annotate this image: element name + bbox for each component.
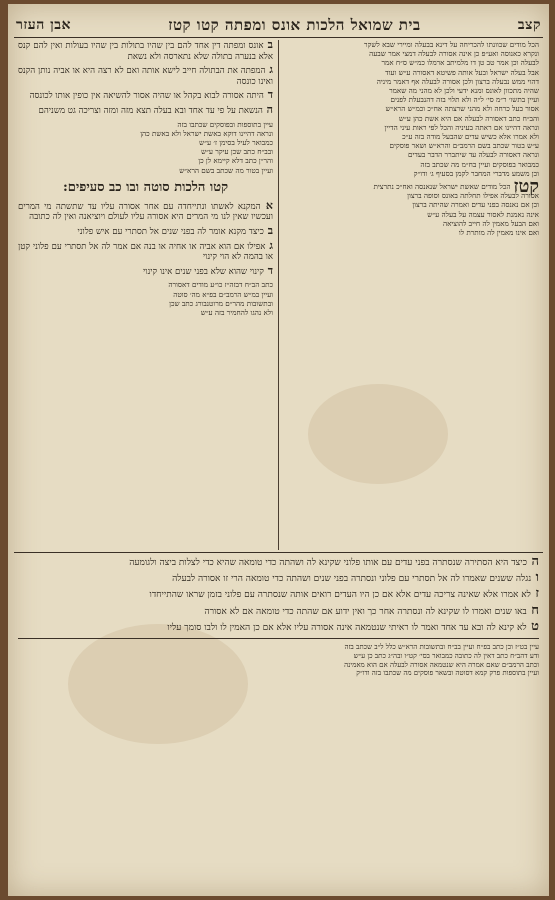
seif-text: המפתה את הבתולה חייב לישא אותה ואם לא רצה היא או אביה נותן הקנס ואינו כונסה bbox=[18, 66, 273, 87]
seif-number: ג bbox=[265, 238, 273, 252]
gloss-line: שהיה מתכוון לאונס ומנא ידעי ולכן לא מהני מה שאמר bbox=[389, 86, 539, 96]
seif-paragraph bbox=[18, 223, 273, 238]
seif-line: אסורה לבעלה אפילו תחלתה באונס וסופה ברצון bbox=[407, 191, 539, 201]
gloss-line: עיין בתוספות ובפוסקים שכתבו בזה bbox=[177, 119, 273, 129]
seif-number: ד bbox=[263, 263, 273, 277]
seif-text: כיצד היא הסתירה שנסתרה בפני עדים עם אותו פלוני שקינא לה ושהתה כדי טומאה שהיא כדי לצלות ביצה ולגומעה bbox=[129, 558, 527, 568]
book-page bbox=[8, 4, 549, 896]
bottom-rule bbox=[18, 638, 539, 639]
siman-heading: קטו הלכות סוטה ובו כב סעיפים: bbox=[62, 179, 229, 195]
seif-line: ואם אינו מאמין לה מותרת לו bbox=[458, 228, 539, 238]
seif-paragraph bbox=[18, 588, 539, 601]
commentary-column bbox=[284, 40, 539, 550]
seif-text: באו שנים ואמרו לו שקינא לה ונסתרה אחר כך ואין ידוע אם שהתה כדי טומאה אם לא אסורה bbox=[204, 606, 527, 617]
seif-paragraph bbox=[18, 65, 273, 87]
seif-text: לא אמרו אלא שאינה צריכה עדים אלא אם כן היו העדים רואים אותה שנסתרה עם פלוני בזמן שראו שהתייחדו bbox=[149, 590, 531, 601]
gloss-line: דהוי ממש נבעלה ברצון ולכן אסורה לבעלה אף דאמר מיניה bbox=[376, 76, 539, 86]
seif-number: ו bbox=[531, 570, 539, 586]
gloss-line: ועיין בטור מה שכתב בשם הרא״ש bbox=[179, 165, 273, 175]
gloss-line: ולא אמרו אלא כשיש עדים שהבעל מודה בזה ע״כ bbox=[402, 132, 539, 142]
gloss-line: ונקרא כאנוסה ואע״פ כן אינה אסורה לבעלה דמצי אמר שבעה bbox=[369, 49, 539, 59]
seif-paragraph bbox=[18, 602, 539, 618]
gloss-line: ונראה דהיינו דוקא באשת ישראל ולא באשת כהן bbox=[140, 128, 273, 138]
section-rule bbox=[14, 552, 543, 553]
gloss-line: כמבואר בפוסקים ועיין בח״מ מה שכתב בזה bbox=[420, 159, 539, 169]
seif-paragraph bbox=[18, 263, 273, 278]
seif-number: ז bbox=[530, 586, 539, 602]
gloss-line: ועיין במ״ש הרמב״ם בפ״א מה׳ סוטה bbox=[173, 289, 273, 299]
seif-paragraph bbox=[18, 238, 273, 263]
commentary-seif-text bbox=[284, 176, 539, 238]
seif-line: הכל מודים שאשת ישראל שנאנסה ואח״כ נתרצית bbox=[373, 182, 511, 192]
bottom-paragraphs bbox=[18, 556, 539, 634]
section-title: אבן העזר bbox=[16, 16, 71, 33]
gloss-line: והר״ן כתב דלא קיימא לן כן bbox=[198, 156, 273, 166]
seif-number: ה bbox=[526, 556, 539, 569]
seif-text: אפילו אם הוא אביה או אחיה או בנה אם אמר לה אל תסתרי עם פלוני קטן או בהמה לא הוי קינוי bbox=[18, 241, 273, 263]
commentary-gloss bbox=[284, 40, 539, 178]
gloss-line: הכל מודים שכוונתו להכריחה על דינא בבעלה ומיירי שבא לשקר bbox=[363, 40, 539, 49]
seif-number: ב bbox=[263, 223, 273, 237]
gloss-line: אבל בעלה ישראל ובעל אותה פשיטא דאסורה ע״ש ועוד bbox=[385, 67, 539, 77]
seif-paragraph bbox=[18, 556, 539, 569]
header-rule bbox=[14, 37, 543, 38]
gloss-line: אסור בעל כרחה ולא מהני שרצתה אח״כ וכמ״ש הרא״ש bbox=[385, 104, 539, 114]
page-number: קצב bbox=[517, 16, 541, 33]
seif-paragraph bbox=[18, 40, 273, 62]
running-head bbox=[16, 14, 541, 36]
gloss-line: ולא נהגו להחמיר בזה ע״ש bbox=[200, 307, 273, 317]
seif-number: א bbox=[260, 198, 273, 212]
gloss-line: ובב״ח כתב שכן עיקר ע״ש bbox=[201, 147, 273, 157]
seif-number: ד bbox=[263, 88, 273, 102]
siman-paragraphs bbox=[18, 198, 273, 278]
gloss-line: ובתשובות מהר״ם מרוטנבורג כתב שכן bbox=[169, 298, 273, 308]
gloss-line: ועיין בתוספות פרק קמא דסוטה ובשאר פוסקים מה שכתבו בזה ודו״ק bbox=[356, 669, 539, 678]
column-divider bbox=[278, 40, 279, 550]
main-text-column bbox=[18, 40, 273, 550]
siman-label: קטז bbox=[513, 176, 539, 198]
gloss-line: וכן משמע מדברי המחבר לקמן בסעיף ג׳ ודו״ק bbox=[413, 168, 539, 178]
seif-paragraph bbox=[18, 198, 273, 223]
seif-number: ב bbox=[263, 40, 273, 51]
seif-text: אונס ומפתה דין אחד להם בין שהיו בתולות בין שהיו בעולות ואין להם קנס אלא בנערה בתולה שלא נתארסה ולא נשאת bbox=[18, 41, 273, 62]
gloss-line: וכתב הרמב״ם שאם אמרה היא שנטמאה אסורה לבעלה אם הוא מאמינה bbox=[344, 660, 539, 669]
seif-paragraph bbox=[18, 618, 539, 634]
seif-number: ט bbox=[526, 618, 539, 634]
siman-gloss bbox=[18, 280, 273, 317]
seif-text: קינוי שהוא שלא בפני שנים אינו קינוי bbox=[143, 266, 264, 277]
gloss-line: ועיין בתשו׳ ר״מ סי׳ ל״ה ולא תלוי בזה דהנבעלת לפנים bbox=[390, 95, 539, 105]
gloss-line: ע״ש בטור שכתב בשם הרמב״ם והרא״ש ושאר פוסקים bbox=[389, 141, 539, 151]
seif-text: המקנא לאשתו ונתייחדה עם אחר אסורה עליו עד שתשתה מי המרים ועכשיו שאין לנו מי המרים היא אסורה עליו לעולם ויוציאנה ואין לה כתובה bbox=[18, 201, 273, 223]
seif-number: ג bbox=[265, 63, 273, 77]
seif-paragraph bbox=[18, 572, 539, 585]
running-title: בית שמואל הלכות אונס ומפתה קטו קטז bbox=[168, 15, 421, 34]
seif-number: ה bbox=[262, 102, 273, 116]
main-gloss bbox=[18, 120, 273, 175]
gloss-line: לבעלה וכן אמר טב טן דו מלמיתב ארמלו כמ״ש ס״ח אמר bbox=[381, 58, 539, 68]
seif-text: היתה אסורה לבוא בקהל או שהיה אסור להשיאה אין כופין אותו לכונסה bbox=[29, 91, 264, 102]
bottom-gloss bbox=[18, 643, 539, 678]
seif-line: וכן אם נאנסה בפני עדים ואמרה שהיתה ברצון bbox=[412, 200, 539, 210]
seif-paragraph bbox=[18, 90, 273, 102]
seif-text: לא קינא לה ובא עד אחד ואמר לו ראיתי שנטמאה אינה אסורה עליו אלא אם כן האמין לו ולבו סומך עליו bbox=[167, 622, 527, 633]
gloss-line: עיין בט״ז וכן כתב בפ״ח ועיין בב״ח ובתשובות הרא״ש כלל ל״ב שכתב בזה bbox=[344, 643, 539, 652]
gloss-line: כתב הב״ח דבזה״ז כו״ע מודים דאסורה bbox=[168, 280, 273, 290]
seif-number: ח bbox=[526, 602, 539, 618]
main-paragraphs bbox=[18, 40, 273, 117]
seif-text: כיצד מקנא אומר לה בפני שנים אל תסתרי עם איש פלוני bbox=[77, 226, 264, 237]
seif-line: ואם הבעל מאמין לה חייב להוציאה bbox=[442, 218, 539, 228]
gloss-line: כמבואר לעיל בסימן ז׳ ע״ש bbox=[199, 137, 273, 147]
bottom-text-block bbox=[18, 556, 539, 886]
gloss-line: ונראה דהיינו אם ראתה בעיניה והכל לפי ראות עיני הדיין bbox=[384, 122, 539, 132]
seif-text: הנשאת על פי עד אחד ובא בעלה תצא מזה ומזה וצריכה גט משניהם bbox=[38, 105, 263, 116]
gloss-line: והב״ח כתב דאסורה לבעלה אם היא אשת כהן ע״ש bbox=[398, 113, 539, 123]
gloss-line: ודע דהב״ח כתב דאין לה כתובה כמבואר בסי׳ קט״ו ובה״ג כתב כן ע״ש bbox=[353, 651, 539, 660]
seif-text: נגלה ששנים שאמרו לה אל תסתרי עם פלוני ונסתרה בפני שנים ושהתה כדי טומאה הרי זו אסורה לבעלה bbox=[172, 574, 532, 585]
seif-line: אינה נאמנת לאסור עצמה על בעלה ע״ש bbox=[427, 209, 539, 219]
gloss-line: ונראה דאסורה לבעלה עד שיתברר הדבר בעדים bbox=[408, 150, 539, 160]
seif-paragraph bbox=[18, 102, 273, 117]
